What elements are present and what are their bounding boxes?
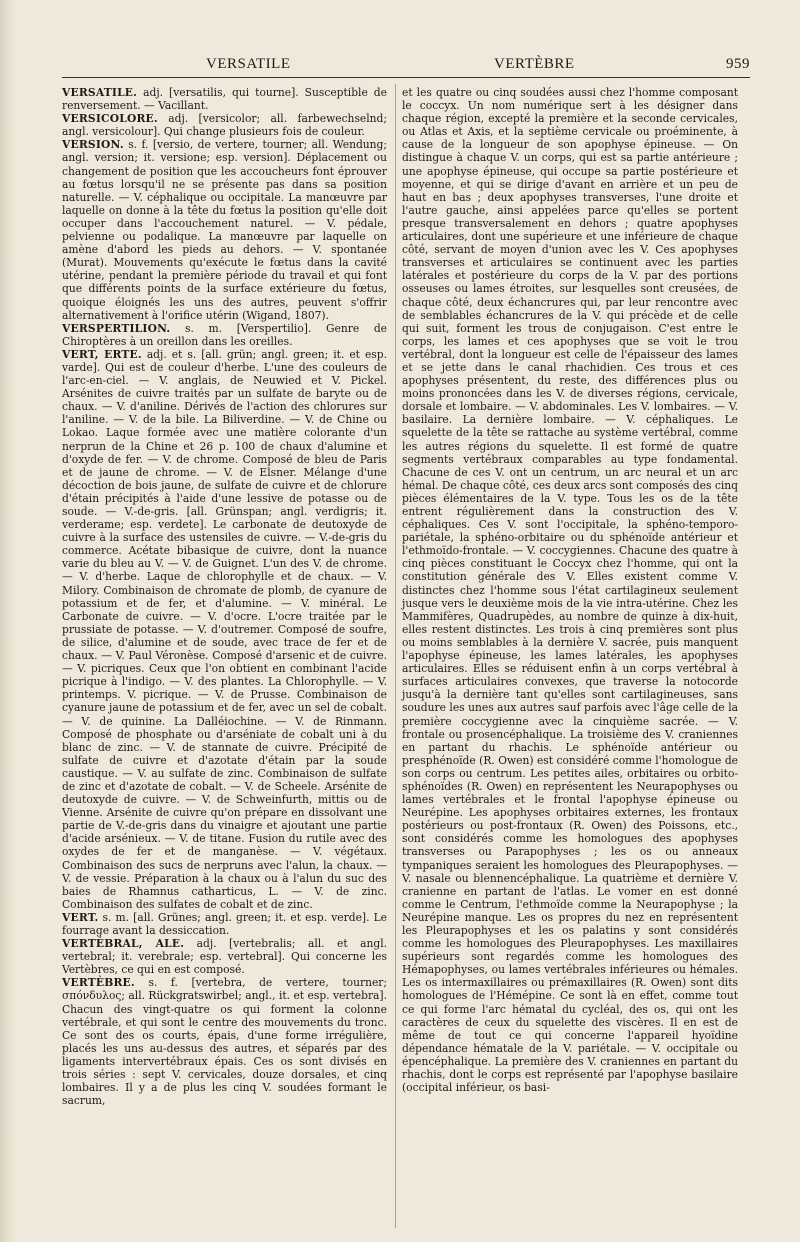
entry-text: adj. [versicolor; all. farbewechselnd; angl. versicolour]. Qui change plusieurs fois de couleur. [62,112,387,139]
entry-text: adj. [vertebralis; all. et angl. vertebral; it. verebrale; esp. vertebral]. Qui concerne les Vertèbres, ce qui en est composé. [62,937,388,977]
dictionary-entry [62,112,387,138]
entry-text: s. f. [vertebra, de vertere, tourner; σπόνδυλος; all. Rückgratswirbel; angl., it. et esp. vertebra]. Chacun des vingt-quatre os qui forment la colonne vertébrale, et qui sont le centre des mouvements du tronc. Ce sont des os courts, épais, d'une forme irrégulière, placés les uns au-dessus des autres, et séparés par des ligaments intervertébraux épais. Ces os sont divisés en trois séries : sept V. cervicales, douze dorsales, et cinq lombaires. Il y a de plus les cinq V. soudées formant le sacrum, [62,976,387,1108]
header-rule [62,77,750,78]
right-column [402,86,738,1094]
dictionary-entry [62,138,387,321]
page-binding-edge [0,0,16,1242]
entry-text: s. m. [Verspertilio]. Genre de Chiroptères à un oreillon dans les oreilles. [62,321,388,348]
dictionary-entry [62,911,387,937]
header-left-word: VERSATILE [206,56,291,72]
dictionary-entry [62,322,387,348]
entry-headword: VERSPERTILION. [62,321,171,335]
entry-text: adj. [versatilis, qui tourne]. Susceptible de renversement. — Vacillant. [62,86,387,113]
dictionary-entry [62,976,387,1107]
left-column [62,86,387,1107]
entry-headword: VERTÉBRAL, ALE. [62,937,185,951]
entry-headword: VERSATILE. [62,86,138,99]
entry-continuation: et les quatre ou cinq soudées aussi chez l'homme composant le coccyx. Un nom numérique sert à les désigner dans chaque région, excepté la première et la seconde cervicales, ou Atlas et Axis, et la septième cervicale ou proéminente, à cause de la longueur de son apophyse épineuse. — On distingue à chaque V. un corps, qui est sa partie antérieure ; une apophyse épineuse, qui occupe sa partie postérieure et moyenne, et qui se dirige d'avant en arrière et un peu de haut en bas ; deux apophyses transverses, l'une droite et l'autre gauche, ainsi appelées parce qu'elles se portent presque transversalement en dehors ; quatre apophyses articulaires, dont une supérieure et une inférieure de chaque côté, servant de moyen d'union avec les V. Ces apophyses transverses et articulaires se continuent avec les parties latérales et postérieure du corps de la V. par des portions osseuses ou lames étroites, sur lesquelles sont creusées, de chaque côté, deux échancrures qui, par leur rencontre avec de semblables échancrures de la V. qui précède et de celle qui suit, forment les trous de conjugaison. C'est entre le corps, les lames et ces apophyses que se voit le trou vertébral, dont la longueur est celle de l'épaisseur des lames et se jette dans le canal rhachidien. Ces trous et ces apophyses présentent, du reste, des différences plus ou moins prononcées dans les V. de diverses régions, cervicale, dorsale et lombaire. — V. abdominales. Les V. lombaires. — V. basilaire. La dernière lombaire. — V. céphaliques. Le squelette de la tête se rattache au système vertébral, comme les autres régions du squelette. Il est formé de quatre segments vertébraux comparables au type fondamental. Chacune de ces V. ont un centrum, un arc neural et un arc hémal. De chaque côté, ces deux arcs sont composés des cinq pièces élémentaires de la V. type. Tous les os de la tête entrent régulièrement dans la construction des V. céphaliques. Ces V. sont l'occipitale, la sphéno-temporo-pariétale, la sphéno-orbitaire ou du sphénoïde antérieur et l'ethmoïdo-frontale. — V. coccygiennes. Chacune des quatre à cinq pièces constituant le Coccyx chez l'homme, qui ont la constitution générale des V. Elles existent comme V. distinctes chez l'homme sous l'état cartilagineux seulement jusque vers le deuxième mois de la vie intra-utérine. Chez les Mammifères, Quadrupèdes, au nombre de quinze à dix-huit, elles restent distinctes. Les trois à cinq premières sont plus ou moins semblables à la dernière V. sacrée, puis manquent l'apophyse épineuse, les lames latérales, les apophyses articulaires. Elles se réduisent enfin à un corps vertébral à surfaces articulaires convexes, que traverse la notocorde jusqu'à la dernière tant qu'elles sont cartilagineuses, sans soudure les unes aux autres sauf parfois avec l'âge celle de la première coccygienne avec la cinquième sacrée. — V. frontale ou prosencéphalique. La troisième des V. craniennes en partant du rhachis. Le sphénoïde antérieur ou presphénoïde (R. Owen) est considéré comme l'homologue de son corps ou centrum. Les petites ailes, orbitaires ou orbito-sphénoïdes (R. Owen) en représentent les Neurapophyses ou lames vertébrales et le frontal l'apophyse épineuse ou Neurépine. Les apophyses orbitaires externes, les frontaux postérieurs ou post-frontaux (R. Owen) des Poissons, etc., sont considérés comme les homologues des apophyses transverses ou Parapophyses ; les os ou anneaux tympaniques seraient les homologues des Pleurapophyses. — V. nasale ou blennencéphalique. La quatrième et dernière V. cranienne en partant de l'atlas. Le vomer en est donné comme le Centrum, l'ethmoïde comme la Neurapophyse ; la Neurépine manque. Les os propres du nez en représentent les Pleurapophyses et les os palatins y sont considérés comme les homologues des Pleurapophyses. Les maxillaires supérieurs sont regardés comme les homologues des Hémapophyses, ou lames vertébrales inférieures ou hémales. Les os intermaxillaires ou prémaxillaires (R. Owen) sont dits homologues de l'Hémépine. Ce sont là en effet, comme tout ce qui forme l'arc hématal du cycléal, des os, qui ont les caractères de ceux du squelette des viscères. Il en est de même de tout ce qui concerne l'appareil hyoïdine dépendance hématale de la V. pariétale. — V. occipitale ou épencéphalique. La première des V. craniennes en partant du rhachis, dont le corps est représenté par l'apophyse basilaire (occipital inférieur, os basi- [402,86,738,1095]
entry-headword: VERT. [62,910,99,924]
dictionary-entry [62,348,387,911]
header-center-word: VERTÈBRE [494,56,575,72]
entry-headword: VERTÈBRE. [62,976,135,990]
entry-text: s. m. [all. Grünes; angl. green; it. et esp. verde]. Le fourrage avant la dessiccation. [62,910,387,937]
dictionary-entry [62,86,387,112]
entry-headword: VERSICOLORE. [62,112,158,126]
entry-text: s. f. [versio, de vertere, tourner; all. Wendung; angl. version; it. versione; esp. version]. Déplacement ou changement de position que les accoucheurs font éprouver au fœtus lorsqu'il ne se présente pas dans sa position naturelle. — V. céphalique ou occipitale. La manœuvre par laquelle on donne à la tête du fœtus la position qu'elle doit occuper dans l'accouchement naturel. — V. pédale, pelvienne ou podalique. La manœuvre par laquelle on amène d'abord les pieds au dehors. — V. spontanée (Murat). Mouvements qu'exécute le fœtus dans la cavité utérine, pendant la première période du travail et qui font que différents points de la surface extérieure du fœtus, quoique éloignés les uns des autres, peuvent s'offrir alternativement à l'orifice utérin (Wigand, 1807). [62,138,387,322]
entry-text: adj. et s. [all. grün; angl. green; it. et esp. varde]. Qui est de couleur d'herbe. L'une des couleurs de l'arc-en-ciel. — V. anglais, de Neuwied et V. Pickel. Arsénites de cuivre traités par un sulfate de baryte ou de chaux. — V. d'aniline. Dérivés de l'action des chlorures sur l'aniline. — V. de la bile. La Biliverdine. — V. de Chine ou Lokao. Laque formée avec une matière colorante d'un nerprun de la Chine et 26 p. 100 de chaux d'alumine et d'oxyde de fer. — V. de chrome. Composé de bleu de Paris et de jaune de chrome. — V. de Elsner. Mélange d'une décoction de bois jaune, de sulfate de cuivre et de chlorure d'étain précipités à l'aide d'une lessive de potasse ou de soude. — V.-de-gris. [all. Grünspan; angl. verdigris; it. verderame; esp. verdete]. Le carbonate de deutoxyde de cuivre à la surface des ustensiles de cuivre. — V.-de-gris du commerce. Acétate bibasique de cuivre, dont la nuance varie du bleu au V. — V. de Guignet. L'un des V. de chrome. — V. d'herbe. Laque de chlorophylle et de chaux. — V. Milory. Combinaison de chromate de plomb, de cyanure de potassium et de fer, et d'alumine. — V. minéral. Le Carbonate de cuivre. — V. d'ocre. L'ocre traitée par le prussiate de potasse. — V. d'outremer. Composé de soufre, de silice, d'alumine et de soude, avec trace de fer et de chaux. — V. Paul Véronèse. Composé d'arsenic et de cuivre. — V. picriques. Ceux que l'on obtient en combinant l'acide picrique à l'indigo. — V. des plantes. La Chlorophylle. — V. printemps. V. picrique. — V. de Prusse. Combinaison de cyanure jaune de potassium et de fer, avec un sel de cobalt. — V. de quinine. La Dalléiochine. — V. de Rinmann. Composé de phosphate ou d'arséniate de cobalt uni à du blanc de zinc. — V. de stannate de cuivre. Précipité de sulfate de cuivre et d'azotate d'étain par la soude caustique. — V. au sulfate de zinc. Combinaison de sulfate de zinc et d'azotate de cobalt. — V. de Scheele. Arsénite de deutoxyde de cuivre. — V. de Schweinfurth, mittis ou de Vienne. Arsénite de cuivre qu'on prépare en dissolvant une partie de V.-de-gris dans du vinaigre et ajoutant une partie d'acide arsénieux. — V. de titane. Fusion du rutile avec des oxydes de fer et de manganèse. — V. végétaux. Combinaison des sucs de nerpruns avec l'alun, la chaux. — V. de vessie. Préparation à la chaux ou à l'alun du suc des baies de Rhamnus catharticus, L. — V. de zinc. Combinaison des sulfates de cobalt et de zinc. [62,347,387,911]
page-number: 959 [726,56,750,72]
column-divider [395,84,396,1228]
entry-headword: VERT, ERTE. [62,347,142,361]
dictionary-entry [62,937,387,976]
entry-headword: VERSION. [62,138,124,152]
